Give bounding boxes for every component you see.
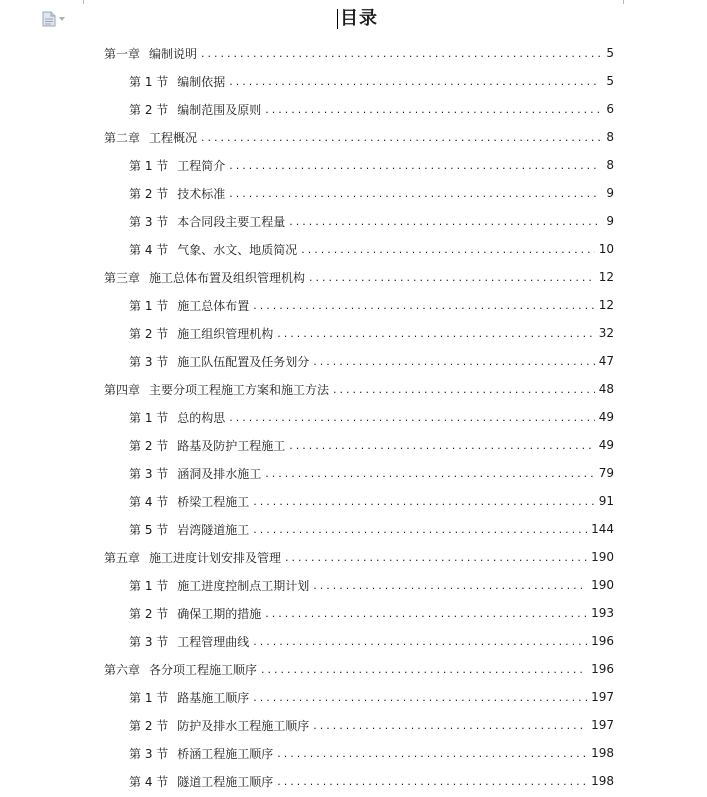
toc-entry-number: 第 3 节	[129, 214, 169, 229]
toc-section-entry[interactable]	[104, 179, 614, 207]
toc-section-entry[interactable]	[104, 739, 614, 767]
toc-entry-title: 工程简介	[177, 158, 226, 173]
table-of-contents	[104, 39, 614, 795]
toc-entry-title: 编制依据	[177, 74, 226, 89]
toc-entry-number: 第 1 节	[129, 158, 169, 173]
toc-dot-leader	[261, 663, 587, 676]
toc-entry-title: 施工总体布置	[177, 298, 250, 313]
toc-dot-leader	[277, 327, 594, 340]
toc-entry-number: 第 4 节	[129, 242, 169, 257]
toc-entry-title: 路基施工顺序	[177, 690, 250, 705]
toc-section-entry[interactable]	[104, 319, 614, 347]
toc-chapter-entry[interactable]	[104, 655, 614, 683]
toc-entry-title: 路基及防护工程施工	[177, 438, 286, 453]
toc-section-entry[interactable]	[104, 207, 614, 235]
toc-dot-leader	[201, 47, 600, 60]
toc-dot-leader	[285, 551, 587, 564]
toc-entry-number: 第 1 节	[129, 690, 169, 705]
toc-entry-page-number: 197	[591, 718, 614, 732]
toc-dot-leader	[289, 215, 600, 228]
toc-section-entry[interactable]	[104, 235, 614, 263]
toc-dot-leader	[313, 355, 594, 368]
toc-chapter-entry[interactable]	[104, 123, 614, 151]
toc-entry-number: 第 2 节	[129, 326, 169, 341]
toc-dot-leader	[253, 299, 594, 312]
toc-entry-number: 第 1 节	[129, 74, 169, 89]
toc-entry-title: 涵洞及排水施工	[177, 466, 262, 481]
toc-dot-leader	[289, 439, 594, 452]
toc-chapter-entry[interactable]	[104, 39, 614, 67]
toc-entry-number: 第 4 节	[129, 774, 169, 789]
toc-entry-title: 编制范围及原则	[177, 102, 262, 117]
toc-entry-title: 施工队伍配置及任务划分	[177, 354, 310, 369]
toc-entry-page-number: 5	[606, 46, 614, 60]
toc-dot-leader	[301, 243, 594, 256]
toc-dot-leader	[277, 747, 587, 760]
toc-entry-page-number: 196	[591, 662, 614, 676]
toc-entry-page-number: 144	[591, 522, 614, 536]
toc-dot-leader	[253, 635, 587, 648]
toc-dot-leader	[253, 523, 587, 536]
toc-entry-page-number: 49	[598, 410, 614, 424]
toc-section-entry[interactable]	[104, 95, 614, 123]
toc-section-entry[interactable]	[104, 599, 614, 627]
toc-entry-number: 第 2 节	[129, 186, 169, 201]
toc-section-entry[interactable]	[104, 291, 614, 319]
toc-entry-title: 施工进度计划安排及管理	[149, 550, 282, 565]
toc-entry-page-number: 91	[598, 494, 614, 508]
toc-section-entry[interactable]	[104, 515, 614, 543]
right-margin-mark	[623, 0, 624, 4]
toc-title: 目录	[340, 8, 378, 29]
document-menu-button[interactable]	[42, 11, 68, 27]
toc-entry-page-number: 49	[598, 438, 614, 452]
toc-dot-leader	[313, 719, 587, 732]
toc-entry-page-number: 9	[606, 186, 614, 200]
toc-entry-page-number: 79	[598, 466, 614, 480]
toc-entry-title: 技术标准	[177, 186, 226, 201]
toc-section-entry[interactable]	[104, 711, 614, 739]
toc-entry-number: 第一章	[104, 46, 141, 61]
dropdown-arrow-icon	[59, 17, 65, 21]
toc-entry-number: 第 2 节	[129, 606, 169, 621]
toc-entry-page-number: 190	[591, 550, 614, 564]
toc-dot-leader	[265, 607, 587, 620]
toc-section-entry[interactable]	[104, 151, 614, 179]
toc-dot-leader	[201, 131, 600, 144]
toc-entry-title: 防护及排水工程施工顺序	[177, 718, 310, 733]
toc-entry-number: 第 4 节	[129, 494, 169, 509]
toc-section-entry[interactable]	[104, 627, 614, 655]
toc-entry-number: 第二章	[104, 130, 141, 145]
toc-entry-number: 第 5 节	[129, 522, 169, 537]
toc-dot-leader	[309, 271, 595, 284]
toc-entry-page-number: 10	[598, 242, 614, 256]
toc-entry-title: 工程管理曲线	[177, 634, 250, 649]
toc-section-entry[interactable]	[104, 459, 614, 487]
toc-section-entry[interactable]	[104, 487, 614, 515]
toc-dot-leader	[265, 467, 594, 480]
toc-dot-leader	[229, 187, 600, 200]
toc-entry-page-number: 48	[598, 382, 614, 396]
toc-entry-page-number: 12	[598, 298, 614, 312]
toc-entry-number: 第 2 节	[129, 102, 169, 117]
toc-entry-number: 第 2 节	[129, 438, 169, 453]
toc-entry-page-number: 5	[606, 74, 614, 88]
toc-entry-title: 桥梁工程施工	[177, 494, 250, 509]
toc-dot-leader	[253, 691, 587, 704]
toc-entry-page-number: 12	[598, 270, 614, 284]
toc-entry-number: 第 2 节	[129, 718, 169, 733]
toc-entry-number: 第五章	[104, 550, 141, 565]
toc-entry-number: 第三章	[104, 270, 141, 285]
toc-section-entry[interactable]	[104, 403, 614, 431]
toc-dot-leader	[313, 579, 587, 592]
toc-entry-title: 主要分项工程施工方案和施工方法	[149, 382, 330, 397]
toc-entry-number: 第四章	[104, 382, 141, 397]
toc-chapter-entry[interactable]	[104, 263, 614, 291]
toc-entry-title: 施工进度控制点工期计划	[177, 578, 310, 593]
toc-entry-number: 第 1 节	[129, 578, 169, 593]
toc-dot-leader	[229, 75, 600, 88]
toc-entry-title: 工程概况	[149, 130, 198, 145]
toc-section-entry[interactable]	[104, 767, 614, 795]
toc-entry-page-number: 9	[606, 214, 614, 228]
toc-dot-leader	[265, 103, 600, 116]
toc-entry-number: 第 1 节	[129, 298, 169, 313]
toc-entry-number: 第 3 节	[129, 354, 169, 369]
toc-entry-number: 第六章	[104, 662, 141, 677]
toc-entry-page-number: 197	[591, 690, 614, 704]
document-icon	[42, 11, 56, 27]
toc-entry-title: 本合同段主要工程量	[177, 214, 286, 229]
toc-entry-page-number: 6	[606, 102, 614, 116]
toc-entry-page-number: 198	[591, 774, 614, 788]
toc-entry-page-number: 190	[591, 578, 614, 592]
toc-dot-leader	[229, 411, 594, 424]
toc-dot-leader	[333, 383, 595, 396]
toc-entry-title: 隧道工程施工顺序	[177, 774, 274, 789]
toc-entry-title: 施工组织管理机构	[177, 326, 274, 341]
toc-section-entry[interactable]	[104, 571, 614, 599]
toc-entry-page-number: 198	[591, 746, 614, 760]
toc-dot-leader	[277, 775, 587, 788]
text-cursor	[337, 9, 338, 29]
toc-entry-page-number: 193	[591, 606, 614, 620]
toc-entry-title: 各分项工程施工顺序	[149, 662, 258, 677]
toc-entry-page-number: 47	[598, 354, 614, 368]
toc-entry-title: 编制说明	[149, 46, 198, 61]
toc-dot-leader	[253, 495, 594, 508]
toc-section-entry[interactable]	[104, 683, 614, 711]
toc-entry-page-number: 196	[591, 634, 614, 648]
toc-entry-number: 第 3 节	[129, 634, 169, 649]
toc-section-entry[interactable]	[104, 67, 614, 95]
toc-entry-title: 桥涵工程施工顺序	[177, 746, 274, 761]
toc-chapter-entry[interactable]	[104, 375, 614, 403]
toc-entry-number: 第 1 节	[129, 410, 169, 425]
toc-entry-title: 岩湾隧道施工	[177, 522, 250, 537]
left-margin-mark	[83, 0, 84, 4]
toc-dot-leader	[229, 159, 600, 172]
toc-entry-title: 施工总体布置及组织管理机构	[149, 270, 306, 285]
toc-entry-title: 总的构思	[177, 410, 226, 425]
toc-entry-number: 第 3 节	[129, 746, 169, 761]
toc-entry-page-number: 8	[606, 158, 614, 172]
toc-section-entry[interactable]	[104, 431, 614, 459]
toc-chapter-entry[interactable]	[104, 543, 614, 571]
toc-entry-page-number: 32	[598, 326, 614, 340]
toc-section-entry[interactable]	[104, 347, 614, 375]
toc-entry-page-number: 8	[606, 130, 614, 144]
toc-entry-title: 确保工期的措施	[177, 606, 262, 621]
toc-entry-title: 气象、水文、地质简况	[177, 242, 298, 257]
toc-entry-number: 第 3 节	[129, 466, 169, 481]
